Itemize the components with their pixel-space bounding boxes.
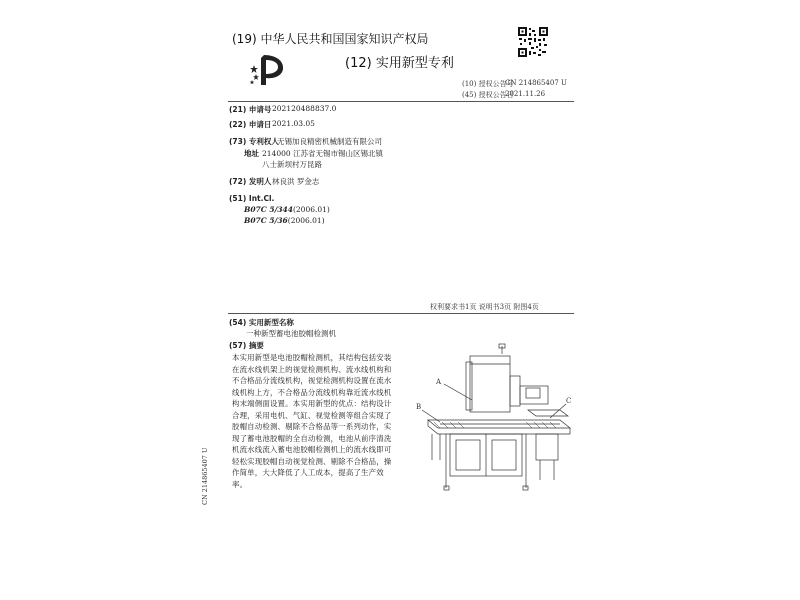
application-date-label: (22) 申请日 [229,120,272,129]
figure-label-c: C [566,397,572,405]
ipc-code-1 [244,205,330,214]
figure-label-b: B [416,403,422,411]
page-counts: 权利要求书1页 说明书3页 附图4页 [430,303,539,311]
patentee: 无锡加良精密机械制造有限公司 [277,137,382,146]
figure-label-a: A [436,378,442,386]
ipc-code-2-version: (2006.01) [287,216,325,225]
publication-date: 2021.11.26 [505,90,546,98]
abstract-text: 本实用新型是电池胶帽检测机，其结构包括安装在流水线机架上的视觉检测机构、流水线机构和不合格品分流线机构，视觉检测机构设置在流水线机构上方，不合格品分流线机构靠近流水线机构末端侧面设置。本实用新型的优点：结构设计合理，采用电机、气缸、视觉检测等组合实现了胶帽自动检测、剔除不合格品等一系列动作，实现了蓄电池胶帽的全自动检测，电池从前序清洗机流水线流入蓄电池胶帽检测机上的流水线即可轻松实现胶帽自动视觉检测、剔除不合格品，操作简单，大大降低了人工成本，提高了生产效率。 [232,353,392,489]
header-divider [228,101,574,102]
ipc-code-1-version: (2006.01) [292,205,330,214]
patent-office-logo-icon [250,52,290,92]
int-cl-label: (51) Int.Cl. [229,194,275,203]
address-line-2: 八士新坝村万昆路 [262,160,322,169]
publication-number-label: (10) 授权公告号 [462,80,514,88]
title-label: (54) 实用新型名称 [229,318,294,327]
section-divider [228,313,574,314]
machine-drawing [410,340,580,504]
publication-date-label: (45) 授权公告日 [462,91,514,99]
address-label: 地址 [244,149,259,158]
inventors: 林良洪 罗金志 [272,177,320,186]
utility-model-title: 一种新型蓄电池胶帽检测机 [246,329,336,338]
ipc-code-1-class: B07C 5/344 [244,205,293,214]
office-name: (19) 中华人民共和国国家知识产权局 [232,32,429,46]
application-number-label: (21) 申请号 [229,105,272,114]
publication-number: CN 214865407 U [505,79,567,87]
ipc-code-2 [244,216,325,225]
application-date: 2021.03.05 [272,119,315,128]
address-line-1: 214000 江苏省无锡市锡山区锡北镇 [262,149,384,158]
side-publication-number: CN 214865407 U [201,447,209,505]
document-type: (12) 实用新型专利 [345,56,454,71]
qr-code-icon [518,27,548,57]
abstract-label: (57) 摘要 [229,341,264,350]
application-number: 202120488837.0 [272,104,337,113]
patentee-label: (73) 专利权人 [229,137,279,146]
ipc-code-2-class: B07C 5/36 [244,216,288,225]
inventor-label: (72) 发明人 [229,177,272,186]
